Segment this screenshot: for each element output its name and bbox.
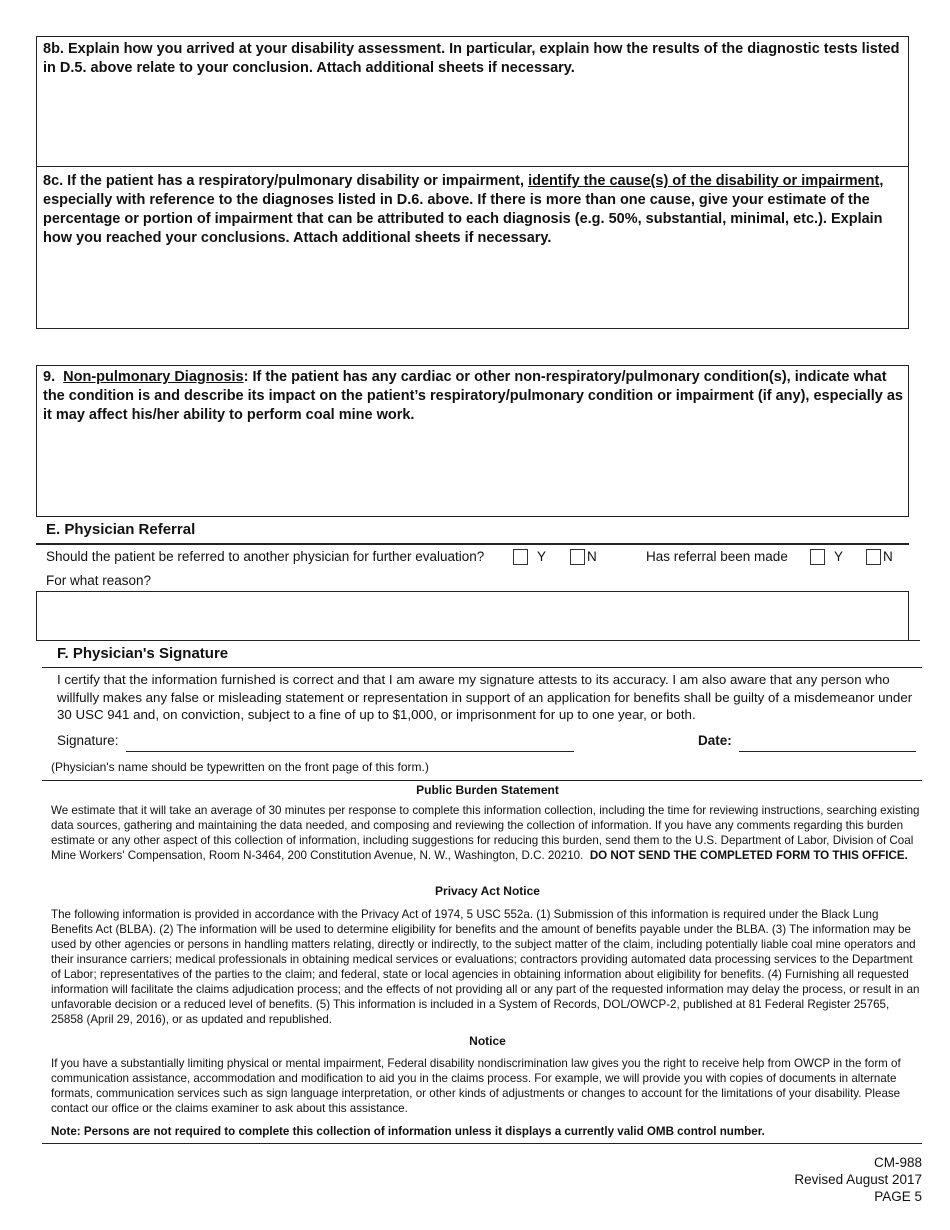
- omb-note: Note: Persons are not required to complete this collection of information unless it displays a currently valid OMB control number.: [51, 1125, 765, 1138]
- referral-made-no-label: N: [883, 549, 893, 564]
- reason-field[interactable]: [36, 591, 909, 641]
- notice-text: If you have a substantially limiting physical or mental impairment, Federal disability nondiscrimination law gives you the right to receive help from OWCP in the form of communication assistance, accommodation and modification to aid you in the claims process. For example, we will provide you with copies of documents in alternate formats, communication services such as sign language interpretation, or other kinds of adjustments or changes to account for the limitations of your disability. Please contact our office or the claims examiner to ask about this assistance.: [51, 1057, 901, 1115]
- physician-note: (Physician's name should be typewritten on the front page of this form.): [51, 760, 429, 774]
- q8c-suffix: , especially with reference to the diagnoses listed in D.6. above. If there is more than one cause, give your estimate of the percentage or portion of impairment that can be attributed to each diagnosis (e.g. 50%, substantial, minimal, etc.). Explain how you reached your conclusions. Attach additional sheets if necessary.: [43, 173, 884, 246]
- referral-yes-label: Y: [537, 549, 547, 564]
- reason-field-tail: [908, 640, 920, 641]
- referral-made-yes-label: Y: [834, 549, 844, 564]
- q9-suffix: : If the patient has any cardiac or other non-respiratory/pulmonary condition(s), indicate what the condition is and describe its impact on the patient’s respiratory/pulmonary condition or impairment (if any), especially as it may affect his/her ability to perform coal mine work.: [43, 369, 903, 423]
- section-f-heading: F. Physician's Signature: [57, 645, 229, 662]
- signature-line[interactable]: [126, 751, 574, 752]
- burden-title: Public Burden Statement: [416, 783, 559, 797]
- page-number: PAGE 5: [874, 1189, 922, 1204]
- reason-label: For what reason?: [46, 573, 152, 588]
- q8c-underlined: identify the cause(s) of the disability or impairment: [528, 173, 880, 189]
- referral-no-checkbox[interactable]: [570, 549, 585, 565]
- date-line[interactable]: [739, 751, 916, 752]
- burden-body: We estimate that it will take an average of 30 minutes per response to complete this information collection, including the time for reviewing instructions, searching existing data sources, gathering and maintaining the data needed, and composing and reviewing the collection of information. If you have any comments regarding this burden estimate or any other aspect of this collection of information, including suggestions for reducing this burden, send them to the U.S. Department of Labor, Division of Coal Mine Workers' Compensation, Room N-3464, 200 Constitution Avenue, N. W., Washington, D.C. 20210.: [51, 804, 920, 862]
- revised-date: Revised August 2017: [794, 1172, 922, 1187]
- referral-made-yes-checkbox[interactable]: [810, 549, 825, 565]
- privacy-text: The following information is provided in accordance with the Privacy Act of 1974, 5 USC 552a. (1) Submission of this information is required under the Black Lung Benefits Act (BLBA). (2) The information will be used to determine eligibility for benefits and the amount of benefits payable under the BLBA. (3) The information may be used by other agencies or persons in handling matters relating, directly or indirectly, to the subject matter of the claim, including potentially liable coal mine operators and their insurance carriers; medical professionals in obtaining medical services or evaluations; contractors providing automated data processing services to the Department of Labor; representatives of the parties to the claim; and federal, state or local agencies in obtaining information about eligibility for benefits. (4) Furnishing all requested information will facilitate the claims adjudication process; and the effects of not providing all or any part of the requested information may delay the process, or result in an unfavorable decision or a reduced level of benefits. (5) This information is included in a System of Records, DOL/OWCP-2, published at 81 Federal Register 25765, 25858 (April 29, 2016), or as updated and republished.: [51, 908, 920, 1026]
- q9-text: [43, 368, 911, 425]
- section-e-rule: [36, 543, 909, 545]
- q9-number: 9.: [43, 369, 56, 385]
- referral-made-no-checkbox[interactable]: [866, 549, 881, 565]
- form-number: CM-988: [873, 1155, 922, 1170]
- note-rule: [42, 780, 922, 781]
- burden-text: [51, 803, 921, 863]
- q9-underlined: Non-pulmonary Diagnosis: [63, 369, 244, 385]
- q8c-prefix: 8c. If the patient has a respiratory/pulmonary disability or impairment,: [43, 173, 529, 189]
- q9-box[interactable]: [36, 365, 909, 517]
- referral-made-label: Has referral been made: [646, 549, 788, 564]
- section-e-heading: E. Physician Referral: [46, 521, 196, 538]
- privacy-title: Privacy Act Notice: [435, 884, 540, 898]
- section-f-rule: [42, 667, 922, 668]
- q8b-text: 8b. Explain how you arrived at your disability assessment. In particular, explain how the results of the diagnostic tests listed in D.5. above relate to your conclusion. Attach additional sheets if necessary.: [43, 41, 900, 76]
- q8c-box[interactable]: [36, 166, 909, 329]
- q8c-text: [43, 172, 903, 248]
- certification-text: I certify that the information furnished is correct and that I am aware my signature attests to its accuracy. I am also aware that any person who willfully makes any false or misleading statement or representation in support of an application for benefits shall be guilty of a misdemeanor under 30 USC 941 and, on conviction, subject to a fine of up to $1,000, or imprisonment for up to one year, or both.: [57, 672, 913, 722]
- referral-no-label: N: [587, 549, 597, 564]
- referral-yes-checkbox[interactable]: [513, 549, 528, 565]
- referral-question: Should the patient be referred to another physician for further evaluation?: [46, 549, 485, 564]
- footer-rule: [42, 1143, 922, 1144]
- notice-title: Notice: [469, 1034, 506, 1048]
- q8b-box[interactable]: [36, 36, 909, 167]
- signature-label: Signature:: [57, 733, 119, 748]
- burden-bold-tail: DO NOT SEND THE COMPLETED FORM TO THIS OFFICE.: [589, 849, 908, 862]
- date-label: Date:: [698, 733, 732, 748]
